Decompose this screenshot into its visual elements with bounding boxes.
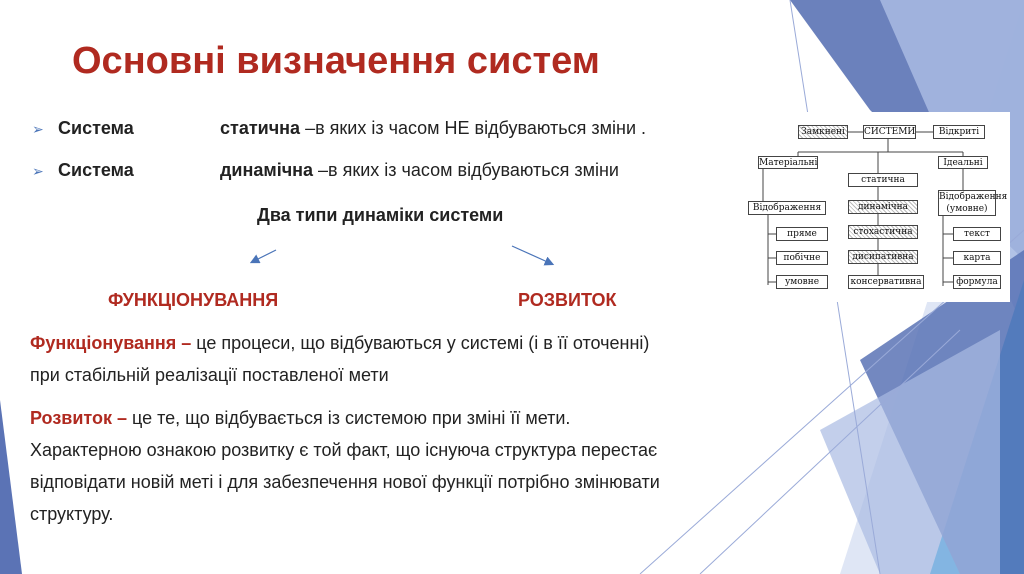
node-right-item: карта <box>953 251 1001 265</box>
node-center-item: консервативна <box>848 275 924 289</box>
arrow-right-icon <box>512 246 552 264</box>
bullet-1-rest: –в яких із часом НЕ відбуваються зміни . <box>300 118 646 138</box>
node-left-item: умовне <box>776 275 828 289</box>
development-line-2: Характерною ознакою розвитку є той факт, що існуюча структура перестає <box>30 440 658 460</box>
node-root: СИСТЕМИ <box>864 127 916 137</box>
bullet-1-kind: статична <box>220 118 301 138</box>
bullet-2-kind: динамічна <box>220 160 314 180</box>
functioning-term: Функціонування – <box>30 333 192 353</box>
bullet-2-rest: –в яких із часом відбуваються зміни <box>313 160 619 180</box>
development-line-4: структуру. <box>30 504 114 524</box>
bullet-arrow-icon: ➢ <box>32 163 44 179</box>
development-line-3: відповідати новій меті і для забезпечення нової функції потрібно змінювати <box>30 472 660 492</box>
node-left-item: пряме <box>776 227 828 241</box>
bullet-1-term: Система <box>58 118 134 138</box>
node-reflections: Відображення <box>748 201 826 215</box>
node-center-item: статична <box>848 173 918 187</box>
bullet-arrow-icon: ➢ <box>32 121 44 137</box>
functioning-line-1 <box>30 328 649 358</box>
functioning-line-2: при стабільній реалізації поставленої мети <box>30 365 389 385</box>
node-right-item: текст <box>953 227 1001 241</box>
systems-classification-diagram <box>748 112 1010 302</box>
node-center-item: динамічна <box>848 200 918 214</box>
functioning-text-1: це процеси, що відбуваються у системі (і в її оточенні) <box>191 333 650 353</box>
type-functioning: ФУНКЦІОНУВАННЯ <box>108 290 279 310</box>
development-term: Розвиток – <box>30 408 127 428</box>
node-center-item: дисипативна <box>848 250 918 264</box>
node-reflections-vague: Відображення (умовне) <box>939 192 1008 214</box>
node-open: Відкриті <box>933 125 985 139</box>
node-material: Матеріальні <box>759 158 818 168</box>
node-ideal: Ідеальні <box>938 156 988 169</box>
node-left-item: побічне <box>776 251 828 265</box>
type-development: РОЗВИТОК <box>518 290 617 310</box>
node-center-item: стохастична <box>848 225 918 239</box>
development-line-1 <box>30 403 570 433</box>
bullet-2-term: Система <box>58 160 134 180</box>
page-title: Основні визначення систем <box>72 40 600 82</box>
dynamics-subheading: Два типи динаміки системи <box>257 205 504 225</box>
node-right-item: формула <box>953 275 1001 289</box>
node-closed: Замкнені <box>798 125 848 139</box>
arrow-left-icon <box>252 250 276 262</box>
development-text-1: це те, що відбувається із системою при зміні її мети. <box>127 408 571 428</box>
